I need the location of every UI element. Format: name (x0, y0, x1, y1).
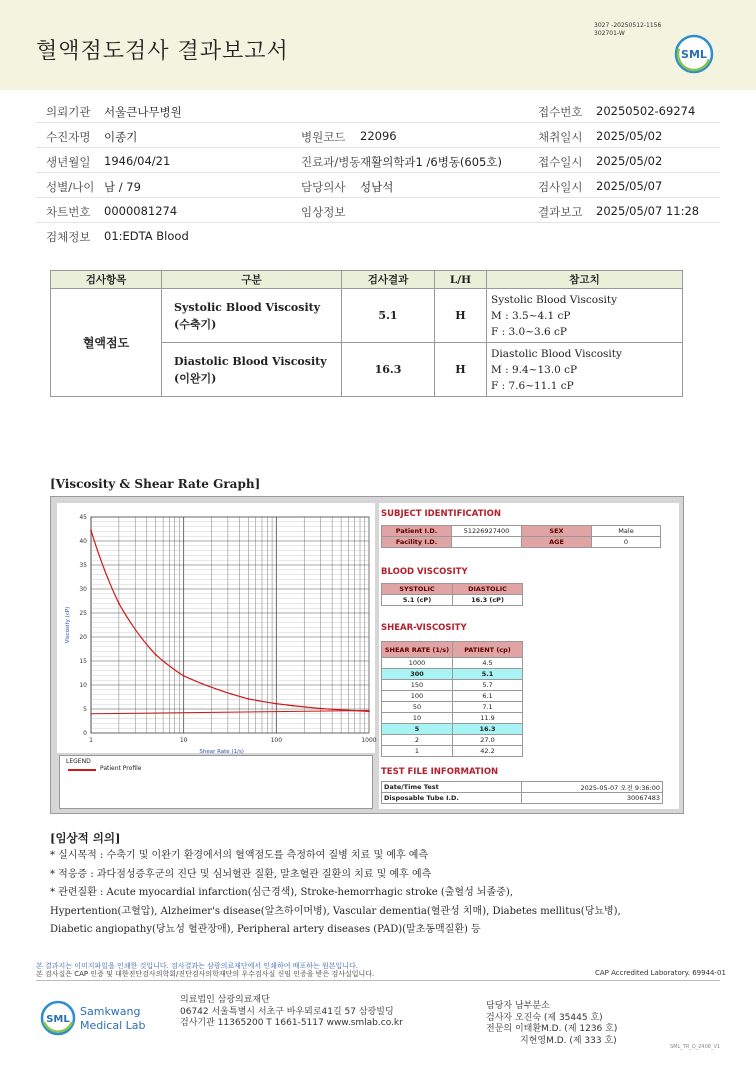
shear-rate-cell: 50 (382, 702, 453, 713)
systolic-value: 5.1 (cP) (382, 595, 453, 606)
row-value: 16.3 (342, 343, 435, 397)
header-reference: 참고치 (487, 271, 683, 289)
patient-cp-cell: 27.0 (453, 735, 523, 746)
legend-line-swatch (68, 769, 96, 771)
y-tick-label: 30 (79, 586, 87, 593)
clinical-significance (50, 829, 730, 939)
shear-row (382, 691, 523, 702)
x-tick-label: 100 (270, 737, 283, 744)
specimen-value: 01:EDTA Blood (104, 229, 189, 243)
footer-address (180, 995, 403, 1030)
report-date-value: 2025/05/07 11:28 (596, 204, 700, 218)
row-value: 5.1 (342, 289, 435, 343)
test-date-value: 2025/05/07 (596, 179, 663, 193)
blood-viscosity-title: BLOOD VISCOSITY (381, 567, 468, 577)
patient-id-label: Patient I.D. (382, 526, 452, 537)
test-date-time-label: Date/Time Test (382, 782, 522, 793)
sml-logo (674, 34, 714, 74)
row-flag: H (435, 289, 487, 343)
opinion-line: Diabetic angiopathy(당뇨성 혈관장애), Peripheral artery diseases (PAD)(말초동맥질환) 등 (50, 924, 481, 936)
x-tick-label: 1 (89, 737, 93, 744)
birth-label: 생년월일 (46, 155, 91, 169)
data-point (118, 603, 120, 605)
shear-rate-header: SHEAR RATE (1/s) (382, 642, 453, 658)
diastolic-value: 16.3 (cP) (453, 595, 523, 606)
logo-name-1: Samkwang (80, 1005, 141, 1018)
row-reference (487, 289, 683, 343)
test-date-label: 검사일시 (538, 180, 583, 194)
row-name-ko: (수축기) (174, 317, 217, 331)
ref-male: M : 9.4~13.0 cP (491, 363, 578, 376)
y-tick-label: 40 (79, 538, 87, 545)
info-row (36, 198, 720, 223)
sign-line: 검사자 오진숙 (제 35445 호) (486, 1012, 603, 1023)
hospital-code-label: 병원코드 (301, 130, 346, 144)
x-tick-label: 10 (179, 737, 188, 744)
patient-cp-cell: 7.1 (453, 702, 523, 713)
patient-id-value: 51226927400 (452, 526, 522, 537)
data-point (248, 698, 250, 700)
receipt-no-value: 20250502-69274 (596, 104, 696, 118)
tube-id-value: 30067483 (522, 793, 663, 804)
report-label: 결과보고 (538, 205, 583, 219)
data-point (368, 711, 370, 713)
institution-label: 의뢰기관 (46, 105, 91, 119)
birth-value: 1946/04/21 (104, 154, 171, 168)
samkwang-logo (40, 998, 170, 1038)
shear-row (382, 702, 523, 713)
subject-title: SUBJECT IDENTIFICATION (381, 509, 501, 519)
ref-female: F : 7.6~11.1 cP (491, 379, 574, 392)
y-tick-label: 15 (79, 658, 87, 665)
specimen-label: 검체정보 (46, 230, 91, 244)
opinion-line: * 실시목적 : 수축기 및 이완기 환경에서의 혈액점도를 측정하여 질병 치료 및 예후 예측 (50, 850, 429, 862)
contact: 검사기관 11365200 T 1661-5117 www.smlab.co.kr (180, 1018, 403, 1028)
y-tick-label: 0 (83, 730, 87, 737)
disclaimer-image: 본 결과지는 이미지파일을 인쇄한 것입니다. 검사결과는 삼광의료재단에서 인쇄하여 배포하는 원본입니다. (36, 962, 359, 970)
institution-value: 서울큰나무병원 (104, 105, 182, 119)
sex-value: Male (592, 526, 661, 537)
header-test-item: 검사항목 (51, 271, 162, 289)
doctor-value: 성남석 (360, 180, 394, 194)
shear-row (382, 735, 523, 746)
row-name-cell (162, 289, 342, 343)
header-lh: L/H (435, 271, 487, 289)
logo-text: SML (681, 48, 707, 61)
legend (59, 755, 373, 809)
x-tick-label: 1000 (361, 737, 377, 744)
shear-viscosity-title: SHEAR-VISCOSITY (381, 623, 467, 633)
shear-rate-cell: 150 (382, 680, 453, 691)
patient-cp-cell: 5.7 (453, 680, 523, 691)
sex-age-label: 성별/나이 (46, 180, 95, 194)
shear-rate-cell: 1000 (382, 658, 453, 669)
shear-row (382, 724, 523, 735)
viscosity-chart (57, 503, 375, 753)
legend-item: Patient Profile (100, 765, 142, 772)
data-point (320, 708, 322, 710)
footer-divider (36, 980, 720, 981)
cap-accreditation: CAP Accredited Laboratory. 69944-01 (595, 969, 726, 977)
patient-cp-cell: 11.9 (453, 713, 523, 724)
test-date-time-value: 2025-05-07 오전 9:36:00 (522, 782, 663, 793)
dept-value: 재활의학과1 /6병동(605호) (360, 155, 502, 169)
legend-title: LEGEND (66, 758, 91, 765)
info-row (36, 173, 720, 198)
patient-cp-cell: 5.1 (453, 669, 523, 680)
diastolic-label: DIASTOLIC (453, 584, 523, 595)
patient-info (36, 98, 720, 248)
opinion-title: [임상적 의의] (50, 831, 121, 845)
shear-rate-cell: 1 (382, 746, 453, 757)
shear-rate-cell: 2 (382, 735, 453, 746)
header-band (0, 0, 756, 90)
table-row (51, 289, 683, 343)
test-file-info-title: TEST FILE INFORMATION (381, 767, 499, 777)
doctor-label: 담당의사 (301, 180, 346, 194)
y-tick-label: 45 (79, 514, 87, 521)
y-axis-label: Viscosity (cP) (65, 606, 71, 644)
ref-title: Systolic Blood Viscosity (491, 293, 618, 306)
row-name-cell (162, 343, 342, 397)
result-header-row (51, 271, 683, 289)
header-category: 구분 (162, 271, 342, 289)
facility-label: Facility I.D. (382, 537, 452, 548)
collect-date-value: 2025/05/02 (596, 129, 663, 143)
report-info-area (379, 503, 679, 809)
x-axis-label: Shear Rate (1/s) (199, 749, 244, 755)
chart-no-label: 차트번호 (46, 205, 91, 219)
sex-label: SEX (522, 526, 592, 537)
patient-cp-cell: 42.2 (453, 746, 523, 757)
test-file-info-table (381, 781, 663, 804)
info-row (36, 98, 720, 123)
shear-row (382, 713, 523, 724)
patient-cp-header: PATIENT (cp) (453, 642, 523, 658)
y-tick-label: 5 (83, 706, 87, 713)
y-tick-label: 25 (79, 610, 87, 617)
receipt-date-label: 접수일시 (538, 155, 583, 169)
chart-no-value: 0000081274 (104, 204, 178, 218)
shear-row (382, 680, 523, 691)
data-point (155, 654, 157, 656)
receipt-no-label: 접수번호 (538, 105, 583, 119)
collect-date-label: 채취일시 (538, 130, 583, 144)
row-name: Diastolic Blood Viscosity (174, 354, 327, 368)
patient-cp-cell: 16.3 (453, 724, 523, 735)
data-point (90, 530, 92, 532)
patient-cp-cell: 6.1 (453, 691, 523, 702)
info-row (36, 148, 720, 173)
footer-logo-mark-text: SML (46, 1014, 70, 1025)
y-tick-label: 10 (79, 682, 87, 689)
shear-row (382, 658, 523, 669)
opinion-line: * 적응증 : 과다점성증후군의 진단 및 심뇌혈관 질환, 말초혈관 질환의 치료 및 예후 예측 (50, 868, 432, 880)
test-group: 혈액점도 (51, 289, 162, 397)
subject-table (381, 525, 661, 548)
result-table (50, 270, 683, 397)
viscosity-graph-panel (50, 496, 684, 814)
patient-value: 이종기 (104, 130, 138, 144)
shear-rate-cell: 100 (382, 691, 453, 702)
row-reference (487, 343, 683, 397)
opinion-line: * 관련질환 : Acute myocardial infarction(심근경색), Stroke-hemorrhagic stroke (출혈성 뇌졸중), (50, 887, 513, 899)
sign-line: 지현영M.D. (제 333 호) (520, 1035, 617, 1046)
row-flag: H (435, 343, 487, 397)
sign-line: 담당자 남부분소 (486, 1001, 550, 1011)
age-value: 0 (592, 537, 661, 548)
y-tick-label: 35 (79, 562, 87, 569)
hospital-code-value: 22096 (360, 129, 397, 143)
code-line-2: 302701-W (594, 30, 625, 37)
shear-row (382, 669, 523, 680)
tube-id-label: Disposable Tube I.D. (382, 793, 522, 804)
patient-label: 수진자명 (46, 130, 91, 144)
patient-cp-cell: 4.5 (453, 658, 523, 669)
shear-row (382, 746, 523, 757)
document-code (594, 22, 661, 38)
shear-rate-cell: 300 (382, 669, 453, 680)
sex-age-value: 남 / 79 (104, 180, 141, 194)
shear-rate-cell: 5 (382, 724, 453, 735)
shear-viscosity-table (381, 641, 523, 757)
data-point (275, 703, 277, 705)
sign-line: 전문의 이태환M.D. (제 1236 호) (486, 1024, 618, 1034)
ref-title: Diastolic Blood Viscosity (491, 347, 622, 360)
logo-name-2: Medical Lab (80, 1019, 146, 1032)
dept-label: 진료과/병동 (301, 155, 361, 169)
blood-viscosity-table (381, 583, 523, 606)
graph-section-title: [Viscosity & Shear Rate Graph] (50, 477, 261, 491)
row-name: Systolic Blood Viscosity (174, 300, 321, 314)
data-point (292, 705, 294, 707)
facility-value (452, 537, 522, 548)
form-code: SML_TR_Q_2408_V1 (670, 1044, 721, 1050)
age-label: AGE (522, 537, 592, 548)
y-tick-label: 20 (79, 634, 87, 641)
data-point (183, 675, 185, 677)
opinion-line: Hypertention(고혈압), Alzheimer's disease(알츠하이머병), Vascular dementia(혈관성 치매), Diabetes mellitus(당뇨병), (50, 905, 621, 917)
receipt-date-value: 2025/05/02 (596, 154, 663, 168)
info-row (36, 123, 720, 148)
code-line-1: 3027 -20250512-1156 (594, 22, 662, 29)
address: 06742 서울특별시 서초구 바우뫼로41길 57 삼광빌딩 (180, 1006, 394, 1017)
clinical-label: 임상정보 (301, 205, 346, 219)
disclaimer-cap: 본 검사실은 CAP 인증 및 대한진단검사의학회/진단검사의학재단의 우수검사실 신임 인증을 받은 검사실입니다. (36, 970, 375, 978)
shear-rate-cell: 10 (382, 713, 453, 724)
page-title: 혈액점도검사 결과보고서 (36, 39, 289, 64)
signatures (486, 1001, 617, 1047)
ref-male: M : 3.5~4.1 cP (491, 309, 571, 322)
org-name: 의료법인 삼광의료재단 (180, 995, 270, 1005)
row-name-ko: (이완기) (174, 371, 217, 385)
header-result: 검사결과 (342, 271, 435, 289)
systolic-label: SYSTOLIC (382, 584, 453, 595)
ref-female: F : 3.0~3.6 cP (491, 325, 567, 338)
footer-logo (40, 998, 170, 1042)
info-row (36, 223, 720, 248)
